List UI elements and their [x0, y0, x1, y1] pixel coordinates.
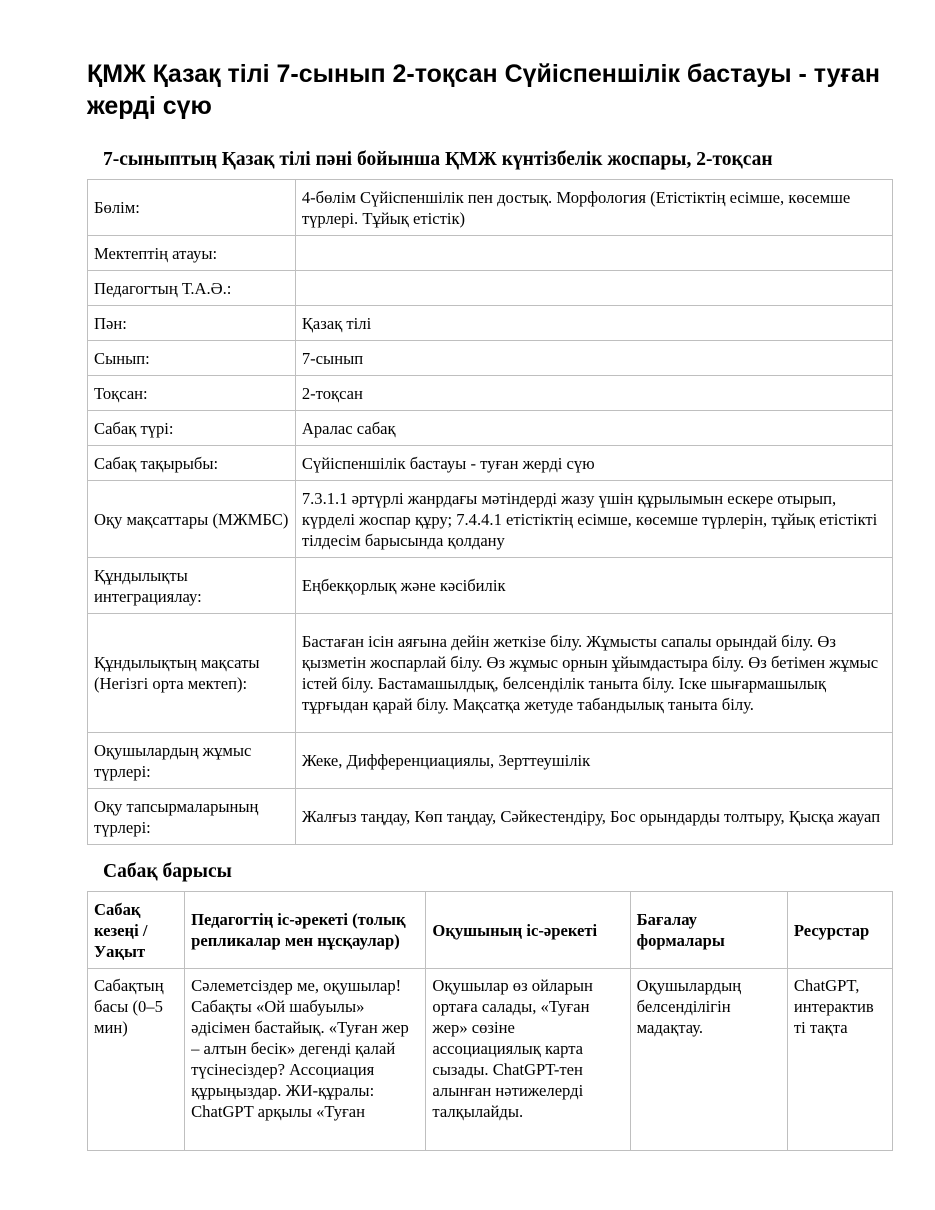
info-row — [88, 180, 893, 236]
info-value: 4-бөлім Сүйіспеншілік пен достық. Морфология (Етістіктің есімше, көсемше түрлері. Тұйық етістік) — [295, 180, 892, 236]
lesson-cell-assessment: Оқушылардың белсенділігін мадақтау. — [630, 969, 787, 1151]
info-value: Бастаған ісін аяғына дейін жеткізе білу. Жұмысты сапалы орындай білу. Өз қызметін жоспарлай білу. Өз жұмыс орнын ұйымдастыра білу. Өз бетімен жұмыс істей білу. Бастамашылдық, белсенділік таныта білу. Іске шығармашылық тұрғыдан қарай білу. Мақсатқа жетуде табандылық таныта білу. — [295, 614, 892, 733]
info-value: 7-сынып — [295, 341, 892, 376]
document-title: ҚМЖ Қазақ тілі 7-сынып 2-тоқсан Сүйіспеншілік бастауы - туған жерді сүю — [87, 60, 880, 120]
info-value: 7.3.1.1 әртүрлі жанрдағы мәтіндерді жазу үшін құрылымын ескере отырып, күрделі жоспар құру; 7.4.4.1 етістіктің есімше, көсемше түрлерін, тұйық етістікті тілдесім барысында қолдану — [295, 481, 892, 558]
info-value: Қазақ тілі — [295, 306, 892, 341]
lesson-cell-teacher: Сәлеметсіздер ме, оқушылар! Сабақты «Ой шабуылы» әдісімен бастайық. «Туған жер – алтын бесік» дегенді қалай түсінесіздер? Ассоциация құрыңыздар. ЖИ-құралы: ChatGPT арқылы «Туған — [185, 969, 426, 1151]
lesson-progress-title: Сабақ барысы — [103, 861, 232, 882]
info-row — [88, 446, 893, 481]
info-label: Педагогтың Т.А.Ә.: — [88, 271, 296, 306]
info-label: Сабақ түрі: — [88, 411, 296, 446]
info-value — [295, 236, 892, 271]
info-row — [88, 306, 893, 341]
info-row — [88, 558, 893, 614]
info-label: Тоқсан: — [88, 376, 296, 411]
lesson-header-row — [88, 892, 893, 969]
info-row — [88, 789, 893, 845]
info-value: Жалғыз таңдау, Көп таңдау, Сәйкестендіру, Бос орындарды толтыру, Қысқа жауап — [295, 789, 892, 845]
info-label: Пән: — [88, 306, 296, 341]
info-label: Оқу мақсаттары (МЖМБС) — [88, 481, 296, 558]
lesson-info-table — [87, 179, 893, 845]
header-assessment: Бағалау формалары — [630, 892, 787, 969]
header-teacher-action: Педагогтің іс-әрекеті (толық репликалар мен нұсқаулар) — [185, 892, 426, 969]
info-label: Мектептің атауы: — [88, 236, 296, 271]
info-value: Еңбекқорлық және кәсібилік — [295, 558, 892, 614]
lesson-progress-table — [87, 891, 893, 1151]
info-label: Құндылықтың мақсаты (Негізгі орта мектеп): — [88, 614, 296, 733]
header-stage: Сабақ кезеңі / Уақыт — [88, 892, 185, 969]
info-row — [88, 236, 893, 271]
info-label: Бөлім: — [88, 180, 296, 236]
lesson-cell-resources: ChatGPT, интерактив ті тақта — [787, 969, 892, 1151]
info-label: Сынып: — [88, 341, 296, 376]
info-row — [88, 341, 893, 376]
info-value: Аралас сабақ — [295, 411, 892, 446]
info-label: Оқушылардың жұмыс түрлері: — [88, 733, 296, 789]
info-value: 2-тоқсан — [295, 376, 892, 411]
info-row — [88, 733, 893, 789]
info-row — [88, 271, 893, 306]
info-value: Сүйіспеншілік бастауы - туған жерді сүю — [295, 446, 892, 481]
info-label: Оқу тапсырмаларының түрлері: — [88, 789, 296, 845]
info-row — [88, 411, 893, 446]
lesson-row — [88, 969, 893, 1151]
info-value — [295, 271, 892, 306]
plan-table-title: 7-сыныптың Қазақ тілі пәні бойынша ҚМЖ күнтізбелік жоспары, 2-тоқсан — [103, 149, 773, 170]
info-row — [88, 481, 893, 558]
header-student-action: Оқушының іс-әрекеті — [426, 892, 630, 969]
info-row — [88, 376, 893, 411]
info-label: Құндылықты интеграциялау: — [88, 558, 296, 614]
info-value: Жеке, Дифференциациялы, Зерттеушілік — [295, 733, 892, 789]
info-label: Сабақ тақырыбы: — [88, 446, 296, 481]
header-resources: Ресурстар — [787, 892, 892, 969]
lesson-cell-student: Оқушылар өз ойларын ортаға салады, «Туған жер» сөзіне ассоциациялық карта сызады. ChatGPT-тен алынған нәтижелерді талқылайды. — [426, 969, 630, 1151]
lesson-cell-stage: Сабақтың басы (0–5 мин) — [88, 969, 185, 1151]
info-row — [88, 614, 893, 733]
